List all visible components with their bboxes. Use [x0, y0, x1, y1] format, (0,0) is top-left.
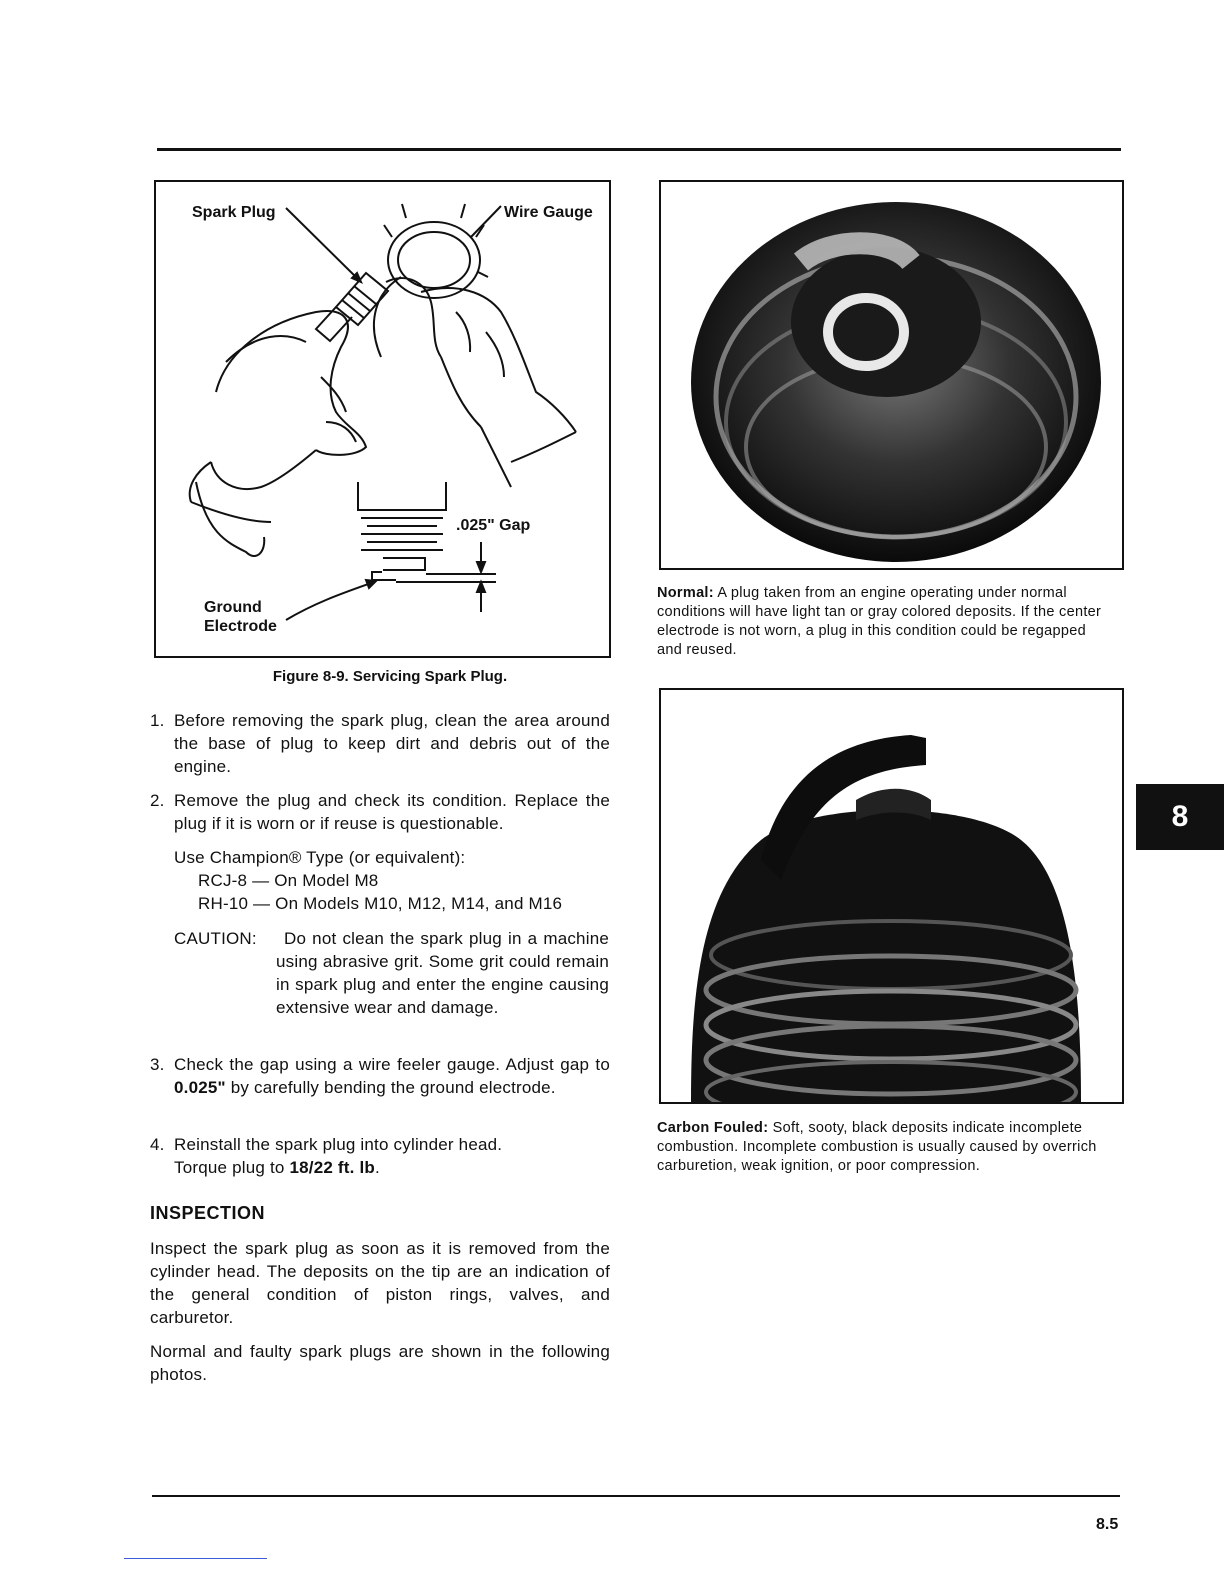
caption-normal-text: A plug taken from an engine operating under normal conditions will have light tan or gray colored deposits. If the center electrode is not worn, a plug in this condition could be regapped and reused.: [657, 585, 1102, 658]
step-4-line-2-post: .: [375, 1158, 380, 1177]
step-2-text: Remove the plug and check its condition. Replace the plug if it is worn or if reuse is questionable.: [174, 791, 610, 833]
inspection-heading: INSPECTION: [150, 1203, 266, 1223]
step-4-number: 4.: [150, 1135, 165, 1154]
step-3-number: 3.: [150, 1055, 165, 1074]
label-ground-electrode-1: Ground: [204, 599, 262, 616]
chapter-tab: 8: [1136, 784, 1224, 850]
bottom-rule: [152, 1495, 1120, 1497]
step-3: [150, 1053, 610, 1123]
top-rule: [157, 148, 1121, 151]
step-4-torque-value: 18/22 ft. lb: [289, 1158, 376, 1177]
step-4-text: [174, 1133, 610, 1179]
figure-caption: Figure 8-9. Servicing Spark Plug.: [272, 668, 508, 685]
step-3-text: [174, 1053, 610, 1099]
caption-carbon-fouled-text: Soft, sooty, black deposits indicate incomplete combustion. Incomplete combustion is usually caused by overrich carburetion, weak ignition, or poor compression.: [657, 1120, 1097, 1174]
step-1-text: Before removing the spark plug, clean the area around the base of plug to keep dirt and debris out of the engine.: [174, 711, 610, 776]
label-ground-electrode-2: Electrode: [204, 618, 277, 635]
step-4-line-2-pre: Torque plug to: [174, 1158, 290, 1177]
footer-link-underline: [124, 1558, 267, 1559]
label-gap: .025" Gap: [456, 517, 531, 534]
caption-carbon-fouled: [657, 1119, 1107, 1176]
photo-carbon-fouled-plug: [659, 688, 1124, 1104]
step-1: [150, 709, 610, 779]
step-3-text-post: by carefully bending the ground electrode.: [225, 1078, 556, 1097]
step-3-text-pre: Check the gap using a wire feeler gauge. Adjust gap to: [174, 1055, 610, 1074]
step-3-gap-value: 0.025": [174, 1078, 226, 1097]
photo-normal-plug: [659, 180, 1124, 570]
label-spark-plug: Spark Plug: [192, 204, 276, 221]
carbon-fouled-plug-image: [661, 690, 1122, 1102]
figure-servicing-spark-plug: [154, 180, 611, 658]
caution-text: Do not clean the spark plug in a machine using abrasive grit. Some grit could remain in spark plug and enter the engine causing extensive wear and damage.: [276, 929, 609, 1017]
inspection-paragraph-1: Inspect the spark plug as soon as it is removed from the cylinder head. The deposits on the tip are an indication of the general condition of piston rings, valves, and carburetor.: [150, 1239, 610, 1327]
inspection-paragraph-2: Normal and faulty spark plugs are shown in the following photos.: [150, 1342, 610, 1384]
spark-plug-gauge-illustration: [156, 182, 609, 656]
caution-label: CAUTION:: [174, 929, 257, 948]
step-4: [150, 1133, 610, 1179]
champion-intro: Use Champion® Type (or equivalent):: [174, 848, 466, 867]
step-4-line-1: Reinstall the spark plug into cylinder head.: [174, 1135, 503, 1154]
caption-normal: [657, 584, 1107, 660]
champion-type-m10-m16: RH-10 — On Models M10, M12, M14, and M16: [198, 894, 563, 913]
label-wire-gauge: Wire Gauge: [504, 204, 593, 221]
champion-type-m8: RCJ-8 — On Model M8: [198, 871, 379, 890]
step-2-number: 2.: [150, 791, 165, 810]
step-1-number: 1.: [150, 711, 165, 730]
step-2: [150, 789, 610, 835]
caption-normal-label: Normal:: [657, 585, 714, 601]
page-number: 8.5: [1096, 1516, 1119, 1533]
normal-plug-image: [661, 182, 1122, 568]
caption-carbon-fouled-label: Carbon Fouled:: [657, 1120, 769, 1136]
